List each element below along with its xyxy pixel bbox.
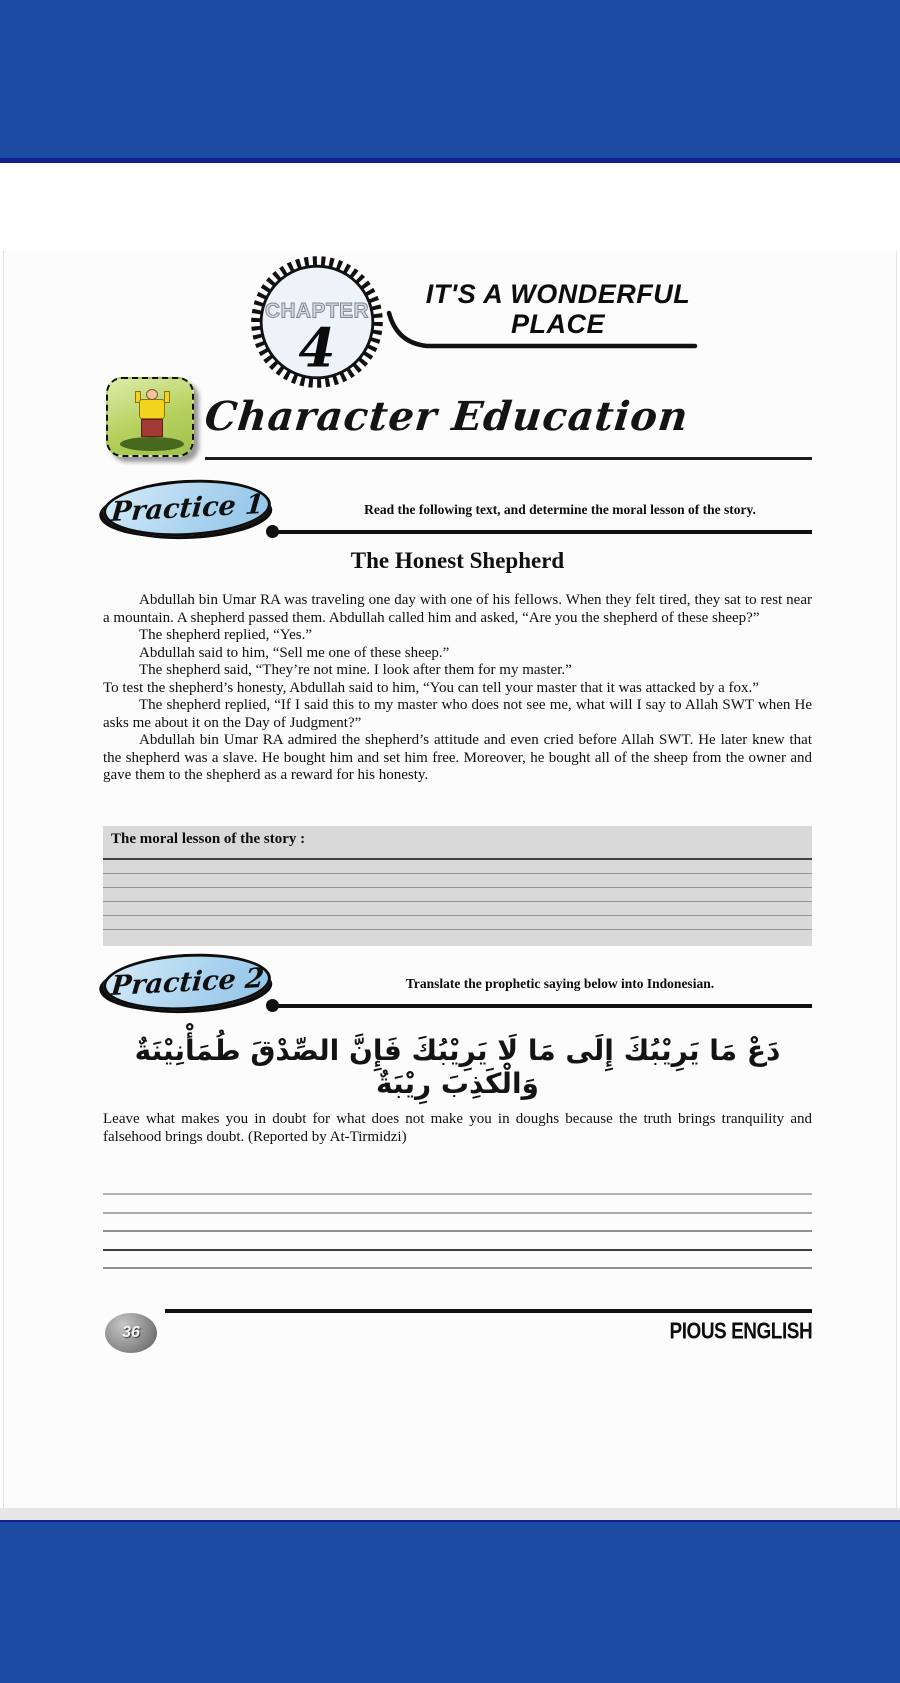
practice2-badge-label: Practice 2 [109,962,265,1002]
practice2-answer-area [103,1193,812,1269]
story-paragraph: The shepherd replied, “Yes.” [139,627,313,644]
icon-kid-body [139,399,165,419]
section-heading-row [103,377,812,460]
story-paragraph: Abdullah said to him, “Sell me one of these sheep.” [139,644,450,661]
story-paragraph: The shepherd said, “They’re not mine. I look after them for my master.” [139,662,572,679]
section-underline [205,457,812,460]
moral-lesson-box [103,826,812,946]
practice2-rule-line [273,1004,812,1008]
practice1-instruction: Read the following text, and determine the moral lesson of the story. [364,502,756,517]
story-text [103,592,812,785]
hadith-translation: Leave what makes you in doubt for what does not make you in doughs because the truth brings tranquility and falsehood brings doubt. (Reported by At-Tirmidzi) [103,1111,812,1146]
character-education-icon [106,377,194,457]
story-paragraph: Abdullah bin Umar RA was traveling one day with one of his fellows. When they felt tired, they sat to rest near a mountain. A shepherd passed them. Abdullah called him and asked, “Are you the shepherd of these sheep?” [103,592,812,626]
page-number: 36 [122,1324,140,1342]
story-paragraph: Abdullah bin Umar RA admired the shepherd’s attitude and even cried before Allah SWT. He later knew that the shepherd was a slave. He bought him and set him free. Moreover, he bought all of the sheep from the owner and gave them to the shepherd as a reward for his honesty. [103,732,812,784]
answer-line [103,1230,812,1232]
story-paragraph: To test the shepherd’s honesty, Abdullah said to him, “You can tell your master that it was attacked by a fox.” [103,679,759,696]
page-content [4,251,896,1508]
practice1-badge-label: Practice 1 [109,488,265,528]
story-paragraph: The shepherd replied, “If I said this to my master who does not see me, what will I say to Allah SWT when He asks me about it on the Day of Judgment?” [103,697,812,731]
story-title: The Honest Shepherd [350,548,565,573]
answer-line [103,1267,812,1269]
answer-line [103,1193,812,1195]
book-page [3,251,897,1508]
icon-kid-pants [141,419,163,437]
practice2-badge [102,950,273,1015]
chapter-number: 4 [298,316,336,380]
page-bottom-shadow [0,1508,900,1520]
title-bracket-line [381,309,703,355]
chapter-badge-label: CHAPTER [265,299,369,323]
moral-lesson-label: The moral lesson of the story : [111,831,306,848]
icon-kid-ground [120,437,184,451]
chapter-title-line1: IT'S A WONDERFUL [425,279,691,309]
icon-kid-head [146,389,158,400]
bottom-blue-band [0,1520,900,1683]
answer-line [103,901,812,902]
answer-line [103,873,812,874]
arabic-hadith-text: دَعْ مَا يَرِيْبُكَ إِلَى مَا لَا يَرِيْبُكَ فَإِنَّ الصِّدْقَ طُمَأْنِيْنَةٌ وَالْكَذِبَ رِيْبَةٌ [134,1034,781,1101]
practice2-header [103,954,812,1012]
practice1-badge [102,476,273,541]
practice1-rule-line [273,530,812,534]
answer-line [103,1212,812,1214]
chapter-gear-icon [246,251,388,393]
answer-line [103,929,812,930]
chapter-title-line2: PLACE [510,309,605,340]
footer-rule-line [165,1309,812,1313]
section-heading: Character Education [202,393,691,440]
book-title: PIOUS ENGLISH [669,1319,812,1345]
practice1-header [103,480,812,538]
answer-line [103,858,812,860]
page-footer [103,1309,812,1379]
answer-line [103,887,812,888]
top-blue-band [0,0,900,163]
page-number-badge [105,1313,157,1353]
practice2-instruction: Translate the prophetic saying below into Indonesian. [405,976,715,992]
answer-line [103,1249,812,1251]
answer-line [103,915,812,916]
